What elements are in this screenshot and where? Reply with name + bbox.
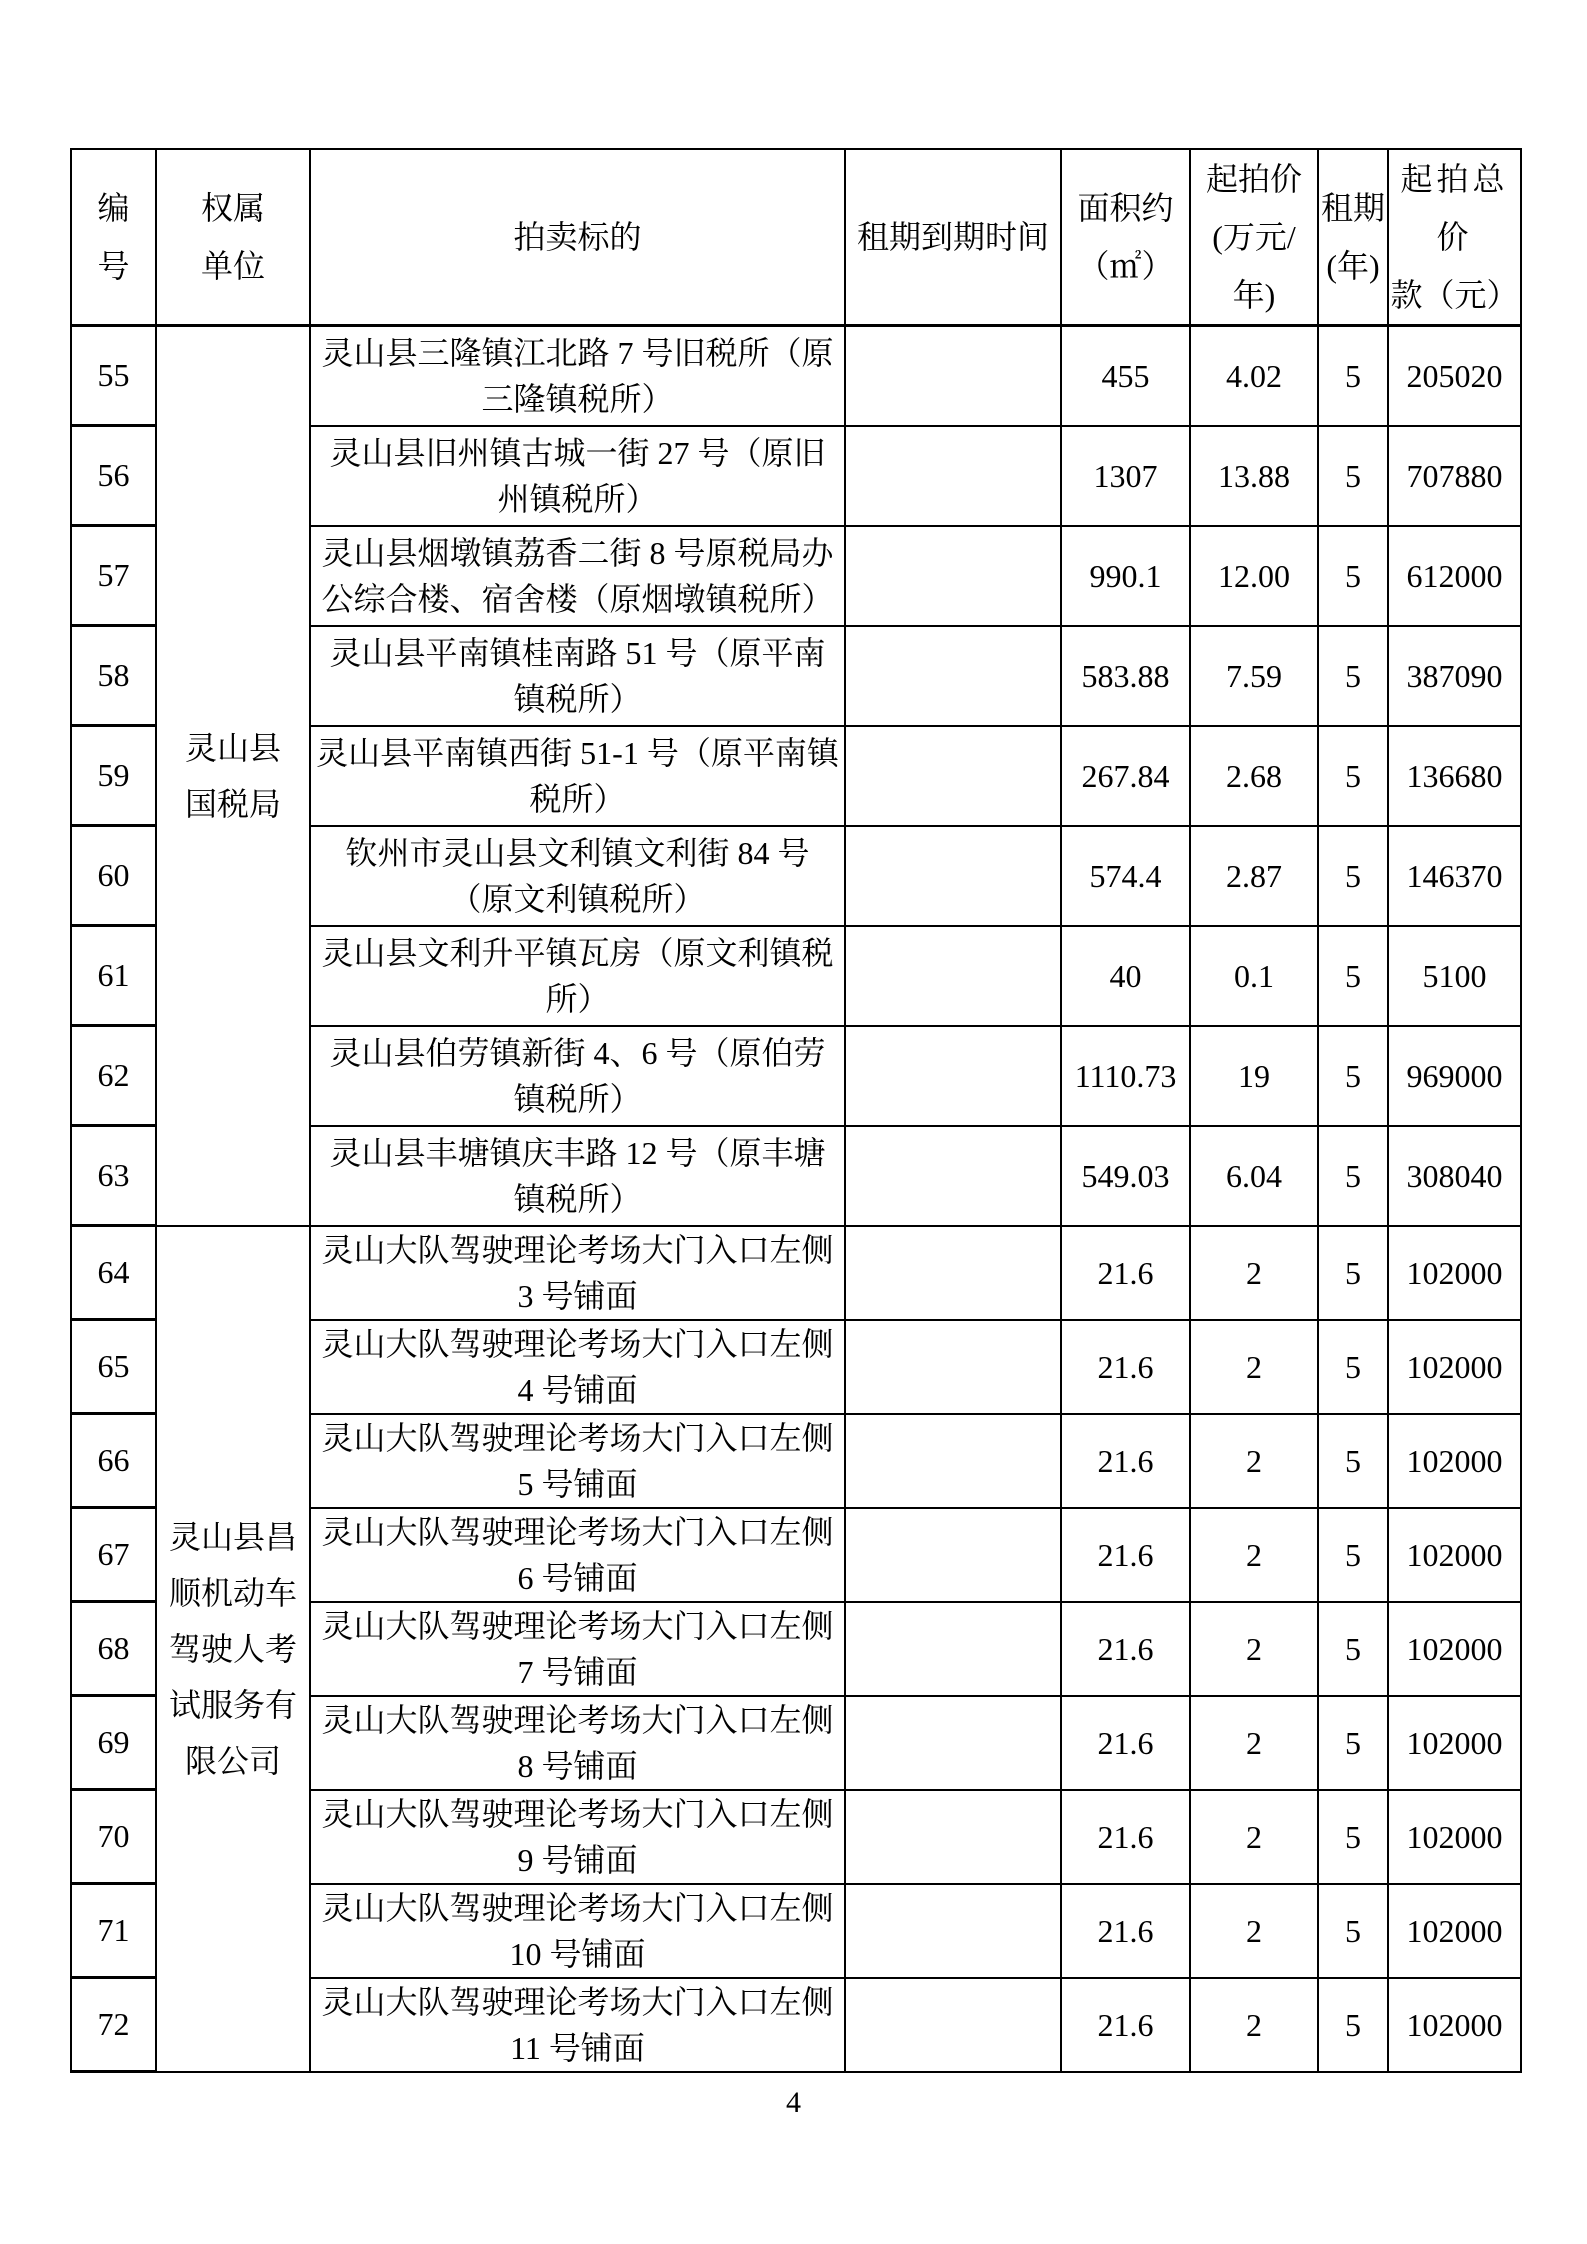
start-price-cell: 2 — [1190, 1320, 1318, 1414]
auction-subject-cell: 灵山县平南镇桂南路 51 号（原平南镇税所） — [310, 626, 845, 726]
total-price-cell: 102000 — [1388, 1320, 1521, 1414]
row-number-cell: 57 — [71, 526, 156, 626]
term-cell: 5 — [1318, 526, 1388, 626]
header-line: (万元/年) — [1212, 219, 1296, 313]
area-cell: 21.6 — [1061, 1790, 1190, 1884]
term-cell: 5 — [1318, 1884, 1388, 1978]
lease-expiry-cell — [845, 1508, 1061, 1602]
area-cell: 40 — [1061, 926, 1190, 1026]
header-line: 拍卖标的 — [513, 219, 642, 255]
row-number-cell: 67 — [71, 1508, 156, 1602]
area-cell: 549.03 — [1061, 1126, 1190, 1226]
total-price-cell: 205020 — [1388, 326, 1521, 426]
area-cell: 21.6 — [1061, 1320, 1190, 1414]
lease-expiry-cell — [845, 1790, 1061, 1884]
row-number-cell: 55 — [71, 326, 156, 426]
total-price-cell: 102000 — [1388, 1602, 1521, 1696]
term-cell: 5 — [1318, 626, 1388, 726]
total-price-cell: 136680 — [1388, 726, 1521, 826]
auction-subject-cell: 灵山县旧州镇古城一街 27 号（原旧州镇税所） — [310, 426, 845, 526]
term-cell: 5 — [1318, 926, 1388, 1026]
lease-expiry-cell — [845, 1696, 1061, 1790]
start-price-cell: 7.59 — [1190, 626, 1318, 726]
area-cell: 267.84 — [1061, 726, 1190, 826]
auction-subject-cell: 灵山大队驾驶理论考场大门入口左侧 3 号铺面 — [310, 1226, 845, 1320]
row-number-cell: 63 — [71, 1126, 156, 1226]
row-number-cell: 66 — [71, 1414, 156, 1508]
page-number: 4 — [786, 2086, 801, 2119]
area-cell: 990.1 — [1061, 526, 1190, 626]
owner-cell-tax-bureau — [156, 326, 310, 1226]
header-row — [71, 149, 1521, 326]
row-number-cell: 70 — [71, 1790, 156, 1884]
area-cell: 1110.73 — [1061, 1026, 1190, 1126]
start-price-cell: 2 — [1190, 1414, 1318, 1508]
row-number-cell: 56 — [71, 426, 156, 526]
row-number-cell: 72 — [71, 1978, 156, 2072]
header-line: （㎡） — [1077, 248, 1174, 284]
table-body — [71, 326, 1521, 2072]
term-cell: 5 — [1318, 1026, 1388, 1126]
lease-expiry-cell — [845, 826, 1061, 926]
area-cell: 21.6 — [1061, 1978, 1190, 2072]
start-price-cell: 2 — [1190, 1226, 1318, 1320]
lease-expiry-cell — [845, 626, 1061, 726]
auction-subject-cell: 灵山大队驾驶理论考场大门入口左侧 7 号铺面 — [310, 1602, 845, 1696]
total-price-cell: 102000 — [1388, 1226, 1521, 1320]
lease-expiry-cell — [845, 726, 1061, 826]
auction-subject-cell: 灵山大队驾驶理论考场大门入口左侧 9 号铺面 — [310, 1790, 845, 1884]
row-number-cell: 64 — [71, 1226, 156, 1320]
lease-expiry-cell — [845, 326, 1061, 426]
start-price-cell: 6.04 — [1190, 1126, 1318, 1226]
row-number-cell: 62 — [71, 1026, 156, 1126]
start-price-cell: 0.1 — [1190, 926, 1318, 1026]
total-price-cell: 102000 — [1388, 1978, 1521, 2072]
area-cell: 1307 — [1061, 426, 1190, 526]
owner-name-line: 灵山县昌 — [168, 1518, 297, 1555]
lease-expiry-cell — [845, 926, 1061, 1026]
lease-expiry-cell — [845, 1320, 1061, 1414]
row-number-cell: 71 — [71, 1884, 156, 1978]
term-cell: 5 — [1318, 1602, 1388, 1696]
owner-name-line: 国税局 — [184, 785, 281, 822]
start-price-cell: 2 — [1190, 1602, 1318, 1696]
total-price-cell: 102000 — [1388, 1508, 1521, 1602]
term-cell: 5 — [1318, 1978, 1388, 2072]
term-cell: 5 — [1318, 426, 1388, 526]
total-price-cell: 387090 — [1388, 626, 1521, 726]
row-number-cell: 60 — [71, 826, 156, 926]
row-number-cell: 61 — [71, 926, 156, 1026]
start-price-cell: 19 — [1190, 1026, 1318, 1126]
term-cell: 5 — [1318, 1226, 1388, 1320]
row-number-cell: 65 — [71, 1320, 156, 1414]
lease-expiry-cell — [845, 526, 1061, 626]
total-price-cell: 308040 — [1388, 1126, 1521, 1226]
lease-expiry-cell — [845, 1226, 1061, 1320]
area-cell: 574.4 — [1061, 826, 1190, 926]
area-cell: 21.6 — [1061, 1414, 1190, 1508]
owner-name-line: 限公司 — [184, 1742, 281, 1779]
header-line: 编 — [97, 190, 130, 226]
start-price-cell: 2.87 — [1190, 826, 1318, 926]
auction-listing-table — [70, 148, 1522, 2073]
header-line: 租期到期时间 — [856, 219, 1049, 255]
owner-name-line: 驾驶人考 — [168, 1630, 297, 1667]
table-row — [71, 326, 1521, 426]
term-cell: 5 — [1318, 1508, 1388, 1602]
auction-subject-cell: 灵山县丰塘镇庆丰路 12 号（原丰塘镇税所） — [310, 1126, 845, 1226]
start-price-cell: 2 — [1190, 1696, 1318, 1790]
area-cell: 21.6 — [1061, 1602, 1190, 1696]
lease-expiry-cell — [845, 1026, 1061, 1126]
area-cell: 21.6 — [1061, 1226, 1190, 1320]
lease-expiry-cell — [845, 1414, 1061, 1508]
start-price-cell: 2 — [1190, 1508, 1318, 1602]
auction-subject-cell: 灵山大队驾驶理论考场大门入口左侧 8 号铺面 — [310, 1696, 845, 1790]
auction-subject-cell: 钦州市灵山县文利镇文利街 84 号（原文利镇税所） — [310, 826, 845, 926]
term-cell: 5 — [1318, 1414, 1388, 1508]
auction-subject-cell: 灵山大队驾驶理论考场大门入口左侧 10 号铺面 — [310, 1884, 845, 1978]
auction-subject-cell: 灵山大队驾驶理论考场大门入口左侧 5 号铺面 — [310, 1414, 845, 1508]
auction-subject-cell: 灵山县平南镇西街 51-1 号（原平南镇税所） — [310, 726, 845, 826]
header-line: 起拍价 — [1205, 161, 1302, 197]
term-cell: 5 — [1318, 326, 1388, 426]
start-price-cell: 2 — [1190, 1884, 1318, 1978]
header-line: 款（元） — [1390, 277, 1519, 313]
total-price-cell: 612000 — [1388, 526, 1521, 626]
total-price-cell: 146370 — [1388, 826, 1521, 926]
auction-subject-cell: 灵山县伯劳镇新街 4、6 号（原伯劳镇税所） — [310, 1026, 845, 1126]
owner-name-line: 试服务有 — [168, 1686, 297, 1723]
total-price-cell: 969000 — [1388, 1026, 1521, 1126]
area-cell: 21.6 — [1061, 1696, 1190, 1790]
start-price-cell: 4.02 — [1190, 326, 1318, 426]
header-line: 权属 — [200, 190, 265, 226]
header-line: 面积约 — [1077, 190, 1174, 226]
row-number-cell: 69 — [71, 1696, 156, 1790]
owner-cell-driving-company — [156, 1226, 310, 2072]
row-number-cell: 59 — [71, 726, 156, 826]
column-header-id — [71, 149, 156, 326]
column-header-subject — [310, 149, 845, 326]
lease-expiry-cell — [845, 1978, 1061, 2072]
term-cell: 5 — [1318, 826, 1388, 926]
header-line: (年) — [1326, 248, 1380, 284]
auction-subject-cell: 灵山大队驾驶理论考场大门入口左侧 11 号铺面 — [310, 1978, 845, 2072]
auction-subject-cell: 灵山县文利升平镇瓦房（原文利镇税所） — [310, 926, 845, 1026]
term-cell: 5 — [1318, 1126, 1388, 1226]
auction-subject-cell: 灵山大队驾驶理论考场大门入口左侧 4 号铺面 — [310, 1320, 845, 1414]
lease-expiry-cell — [845, 1602, 1061, 1696]
header-line: 起拍总价 — [1400, 161, 1509, 255]
start-price-cell: 2.68 — [1190, 726, 1318, 826]
lease-expiry-cell — [845, 1884, 1061, 1978]
term-cell: 5 — [1318, 726, 1388, 826]
term-cell: 5 — [1318, 1320, 1388, 1414]
owner-name-line: 灵山县 — [184, 729, 281, 766]
total-price-cell: 102000 — [1388, 1414, 1521, 1508]
lease-expiry-cell — [845, 426, 1061, 526]
auction-subject-cell: 灵山县三隆镇江北路 7 号旧税所（原三隆镇税所） — [310, 326, 845, 426]
total-price-cell: 707880 — [1388, 426, 1521, 526]
area-cell: 21.6 — [1061, 1884, 1190, 1978]
auction-subject-cell: 灵山县烟墩镇荔香二街 8 号原税局办公综合楼、宿舍楼（原烟墩镇税所） — [310, 526, 845, 626]
row-number-cell: 68 — [71, 1602, 156, 1696]
column-header-owner — [156, 149, 310, 326]
area-cell: 455 — [1061, 326, 1190, 426]
start-price-cell: 12.00 — [1190, 526, 1318, 626]
row-number-cell: 58 — [71, 626, 156, 726]
column-header-total-price — [1388, 149, 1521, 326]
header-line: 租期 — [1320, 190, 1385, 226]
column-header-lease-expiry — [845, 149, 1061, 326]
start-price-cell: 2 — [1190, 1790, 1318, 1884]
total-price-cell: 102000 — [1388, 1884, 1521, 1978]
total-price-cell: 102000 — [1388, 1696, 1521, 1790]
auction-subject-cell: 灵山大队驾驶理论考场大门入口左侧 6 号铺面 — [310, 1508, 845, 1602]
owner-name-line: 顺机动车 — [168, 1574, 297, 1611]
column-header-term — [1318, 149, 1388, 326]
start-price-cell: 13.88 — [1190, 426, 1318, 526]
table-header — [71, 149, 1521, 326]
term-cell: 5 — [1318, 1696, 1388, 1790]
column-header-start-price — [1190, 149, 1318, 326]
table-row — [71, 1226, 1521, 1320]
lease-expiry-cell — [845, 1126, 1061, 1226]
area-cell: 21.6 — [1061, 1508, 1190, 1602]
area-cell: 583.88 — [1061, 626, 1190, 726]
header-line: 号 — [97, 248, 130, 284]
total-price-cell: 102000 — [1388, 1790, 1521, 1884]
start-price-cell: 2 — [1190, 1978, 1318, 2072]
term-cell: 5 — [1318, 1790, 1388, 1884]
column-header-area — [1061, 149, 1190, 326]
total-price-cell: 5100 — [1388, 926, 1521, 1026]
header-line: 单位 — [200, 248, 265, 284]
